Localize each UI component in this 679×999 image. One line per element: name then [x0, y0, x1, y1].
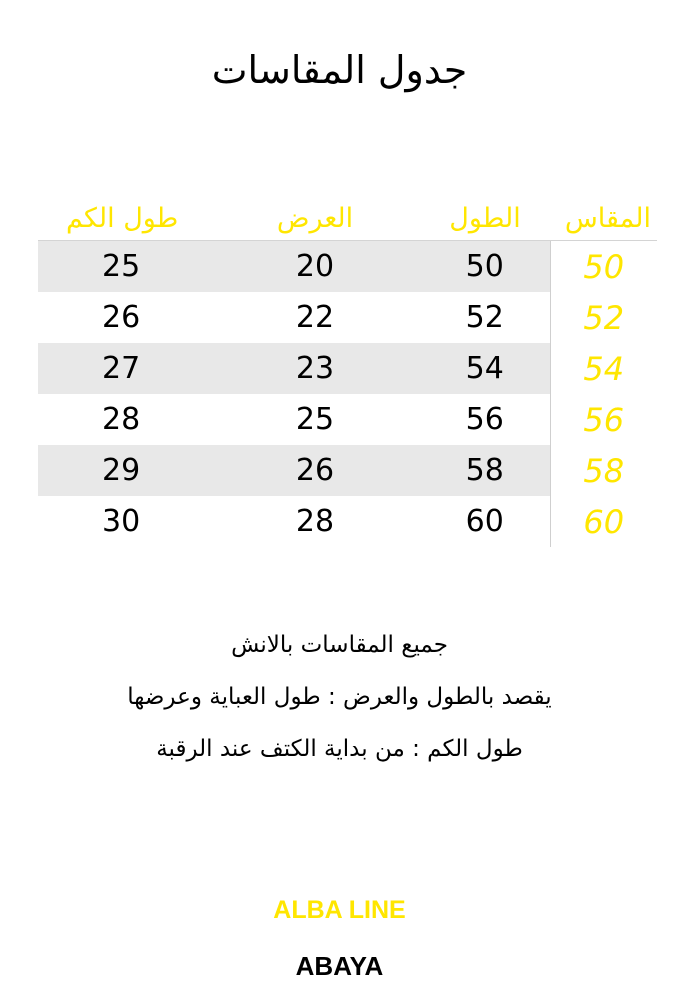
table-row	[38, 394, 657, 445]
header-size: المقاس	[550, 196, 657, 241]
width-cell: 22	[295, 300, 335, 335]
note-sleeve-length: طول الكم : من بداية الكتف عند الرقبة	[156, 736, 523, 762]
product-name: ABAYA	[295, 951, 384, 981]
length-cell: 56	[465, 402, 504, 437]
note-length-width: يقصد بالطول والعرض : طول العباية وعرضها	[127, 684, 552, 710]
table-row	[38, 496, 657, 547]
length-cell: 58	[420, 445, 550, 496]
sleeve-length-cell: 26	[102, 300, 141, 335]
width-cell: 26	[210, 445, 420, 496]
length-cell: 54	[420, 343, 550, 394]
header-width: العرض	[210, 196, 420, 241]
header-sleeve-length: طول الكم	[38, 196, 210, 241]
note-units: جميع المقاسات بالانش	[231, 632, 448, 658]
width-cell: 23	[210, 343, 420, 394]
length-cell: 52	[465, 300, 504, 335]
sleeve-length-cell: 29	[38, 445, 210, 496]
width-cell: 20	[210, 241, 420, 293]
table-row	[38, 343, 657, 394]
table-row	[38, 445, 657, 496]
sleeve-length-cell: 28	[102, 402, 141, 437]
header-length: الطول	[420, 196, 550, 241]
table-header-row	[38, 196, 657, 241]
page-title: جدول المقاسات	[211, 48, 468, 92]
size-cell: 58	[550, 445, 657, 496]
table-row	[38, 241, 657, 293]
sleeve-length-cell: 27	[38, 343, 210, 394]
sleeve-length-cell: 30	[102, 504, 141, 539]
sleeve-length-cell: 25	[38, 241, 210, 293]
size-cell: 50	[550, 241, 657, 293]
notes-block	[0, 622, 679, 778]
brand-name: ALBA LINE	[273, 896, 406, 924]
length-cell: 60	[465, 504, 504, 539]
width-cell: 25	[295, 402, 335, 437]
size-cell: 60	[550, 496, 657, 547]
width-cell: 28	[295, 504, 335, 539]
size-chart-table	[38, 196, 657, 547]
size-cell: 54	[550, 343, 657, 394]
table-row	[38, 292, 657, 343]
size-cell: 56	[550, 394, 657, 445]
length-cell: 50	[420, 241, 550, 293]
size-cell: 52	[550, 292, 657, 343]
